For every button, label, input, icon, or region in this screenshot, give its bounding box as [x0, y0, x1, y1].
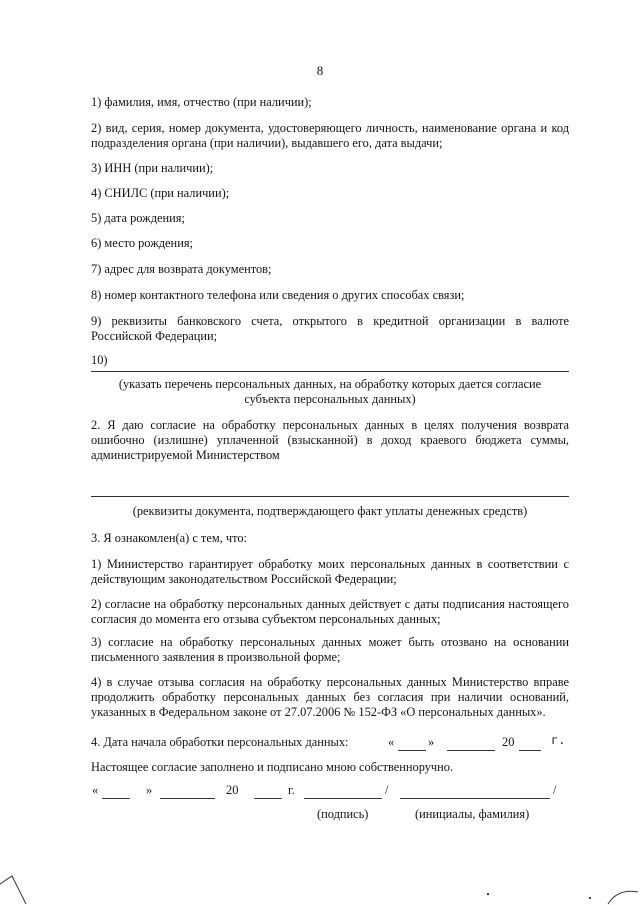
- month-field: [447, 750, 495, 751]
- close-quote: »: [428, 735, 435, 749]
- list-item-7: 7) адрес для возврата документов;: [91, 262, 272, 276]
- list-item-6: 6) место рождения;: [91, 236, 193, 250]
- sig-year-prefix: 20: [226, 783, 239, 797]
- scan-dot: [487, 893, 489, 895]
- day-field: [398, 750, 426, 751]
- slash-2: /: [553, 783, 557, 797]
- page-number: 8: [316, 63, 324, 78]
- initials-field: [400, 798, 550, 799]
- hint-personal-data: (указать перечень персональных данных, на обработку которых дается согласие субъекта персональных данных): [118, 377, 542, 406]
- hint-payment-document: (реквизиты документа, подтверждающего факт уплаты денежных средств): [132, 504, 528, 518]
- clause-3-point-2: 2) согласие на обработку персональных данных действует с даты подписания настоящего согласия до момента его отзыва субъектом персональных данных;: [91, 597, 569, 626]
- scan-corner-mark-left: [0, 860, 30, 905]
- list-item-10: 10): [91, 353, 108, 367]
- sig-year-field: [254, 798, 282, 799]
- year-suffix: г.: [551, 734, 566, 748]
- list-item-2: 2) вид, серия, номер документа, удостоверяющего личность, наименование органа и код подразделения органа (при наличии), выдавшего его, дата выдачи;: [91, 121, 569, 150]
- list-item-8: 8) номер контактного телефона или сведения о других способах связи;: [91, 288, 465, 302]
- open-quote: «: [388, 735, 395, 749]
- clause-2: 2. Я даю согласие на обработку персональных данных в целях получения возврата ошибочно (излишне) уплаченной (взысканной) в доход краевого бюджета суммы, администрируемой Министерством: [91, 418, 569, 462]
- personal-data-fill-line: [91, 371, 569, 372]
- sig-year-suffix: г.: [288, 783, 295, 797]
- list-item-4: 4) СНИЛС (при наличии);: [91, 186, 230, 200]
- list-item-3: 3) ИНН (при наличии);: [91, 161, 214, 175]
- year-field: [519, 750, 541, 751]
- scan-dot: [589, 897, 591, 899]
- statement: Настоящее согласие заполнено и подписано мною собственноручно.: [91, 760, 454, 774]
- sig-open-quote: «: [92, 783, 99, 797]
- signature-field: [304, 798, 382, 799]
- clause-3-point-3: 3) согласие на обработку персональных данных может быть отозвано на основании письменного заявления в произвольной форме;: [91, 635, 569, 664]
- sig-close-quote: »: [146, 783, 153, 797]
- clause-3-title: 3. Я ознакомлен(а) с тем, что:: [91, 531, 247, 545]
- list-item-9: 9) реквизиты банковского счета, открытого в кредитной организации в валюте Российской Федерации;: [91, 314, 569, 343]
- list-item-1: 1) фамилия, имя, отчество (при наличии);: [91, 95, 312, 109]
- initials-caption: (инициалы, фамилия): [415, 807, 530, 821]
- sig-day-field: [102, 798, 130, 799]
- clause-4-label: 4. Дата начала обработки персональных данных:: [91, 735, 349, 749]
- signature-caption: (подпись): [317, 807, 369, 821]
- year-prefix: 20: [502, 735, 515, 749]
- list-item-5: 5) дата рождения;: [91, 211, 185, 225]
- clause-3-point-4: 4) в случае отзыва согласия на обработку персональных данных Министерство вправе продолжить обработку персональных данных без согласия при наличии оснований, указанных в Федеральном законе от 27.07.2006 № 152-ФЗ «О персональных данных».: [91, 675, 569, 719]
- slash-1: /: [385, 783, 389, 797]
- clause-3-point-1: 1) Министерство гарантирует обработку моих персональных данных в соответствии с действующим законодательством Российской Федерации;: [91, 557, 569, 586]
- payment-document-fill-line: [91, 496, 569, 497]
- sig-month-field: [160, 798, 215, 799]
- scan-corner-mark-right: [604, 878, 640, 905]
